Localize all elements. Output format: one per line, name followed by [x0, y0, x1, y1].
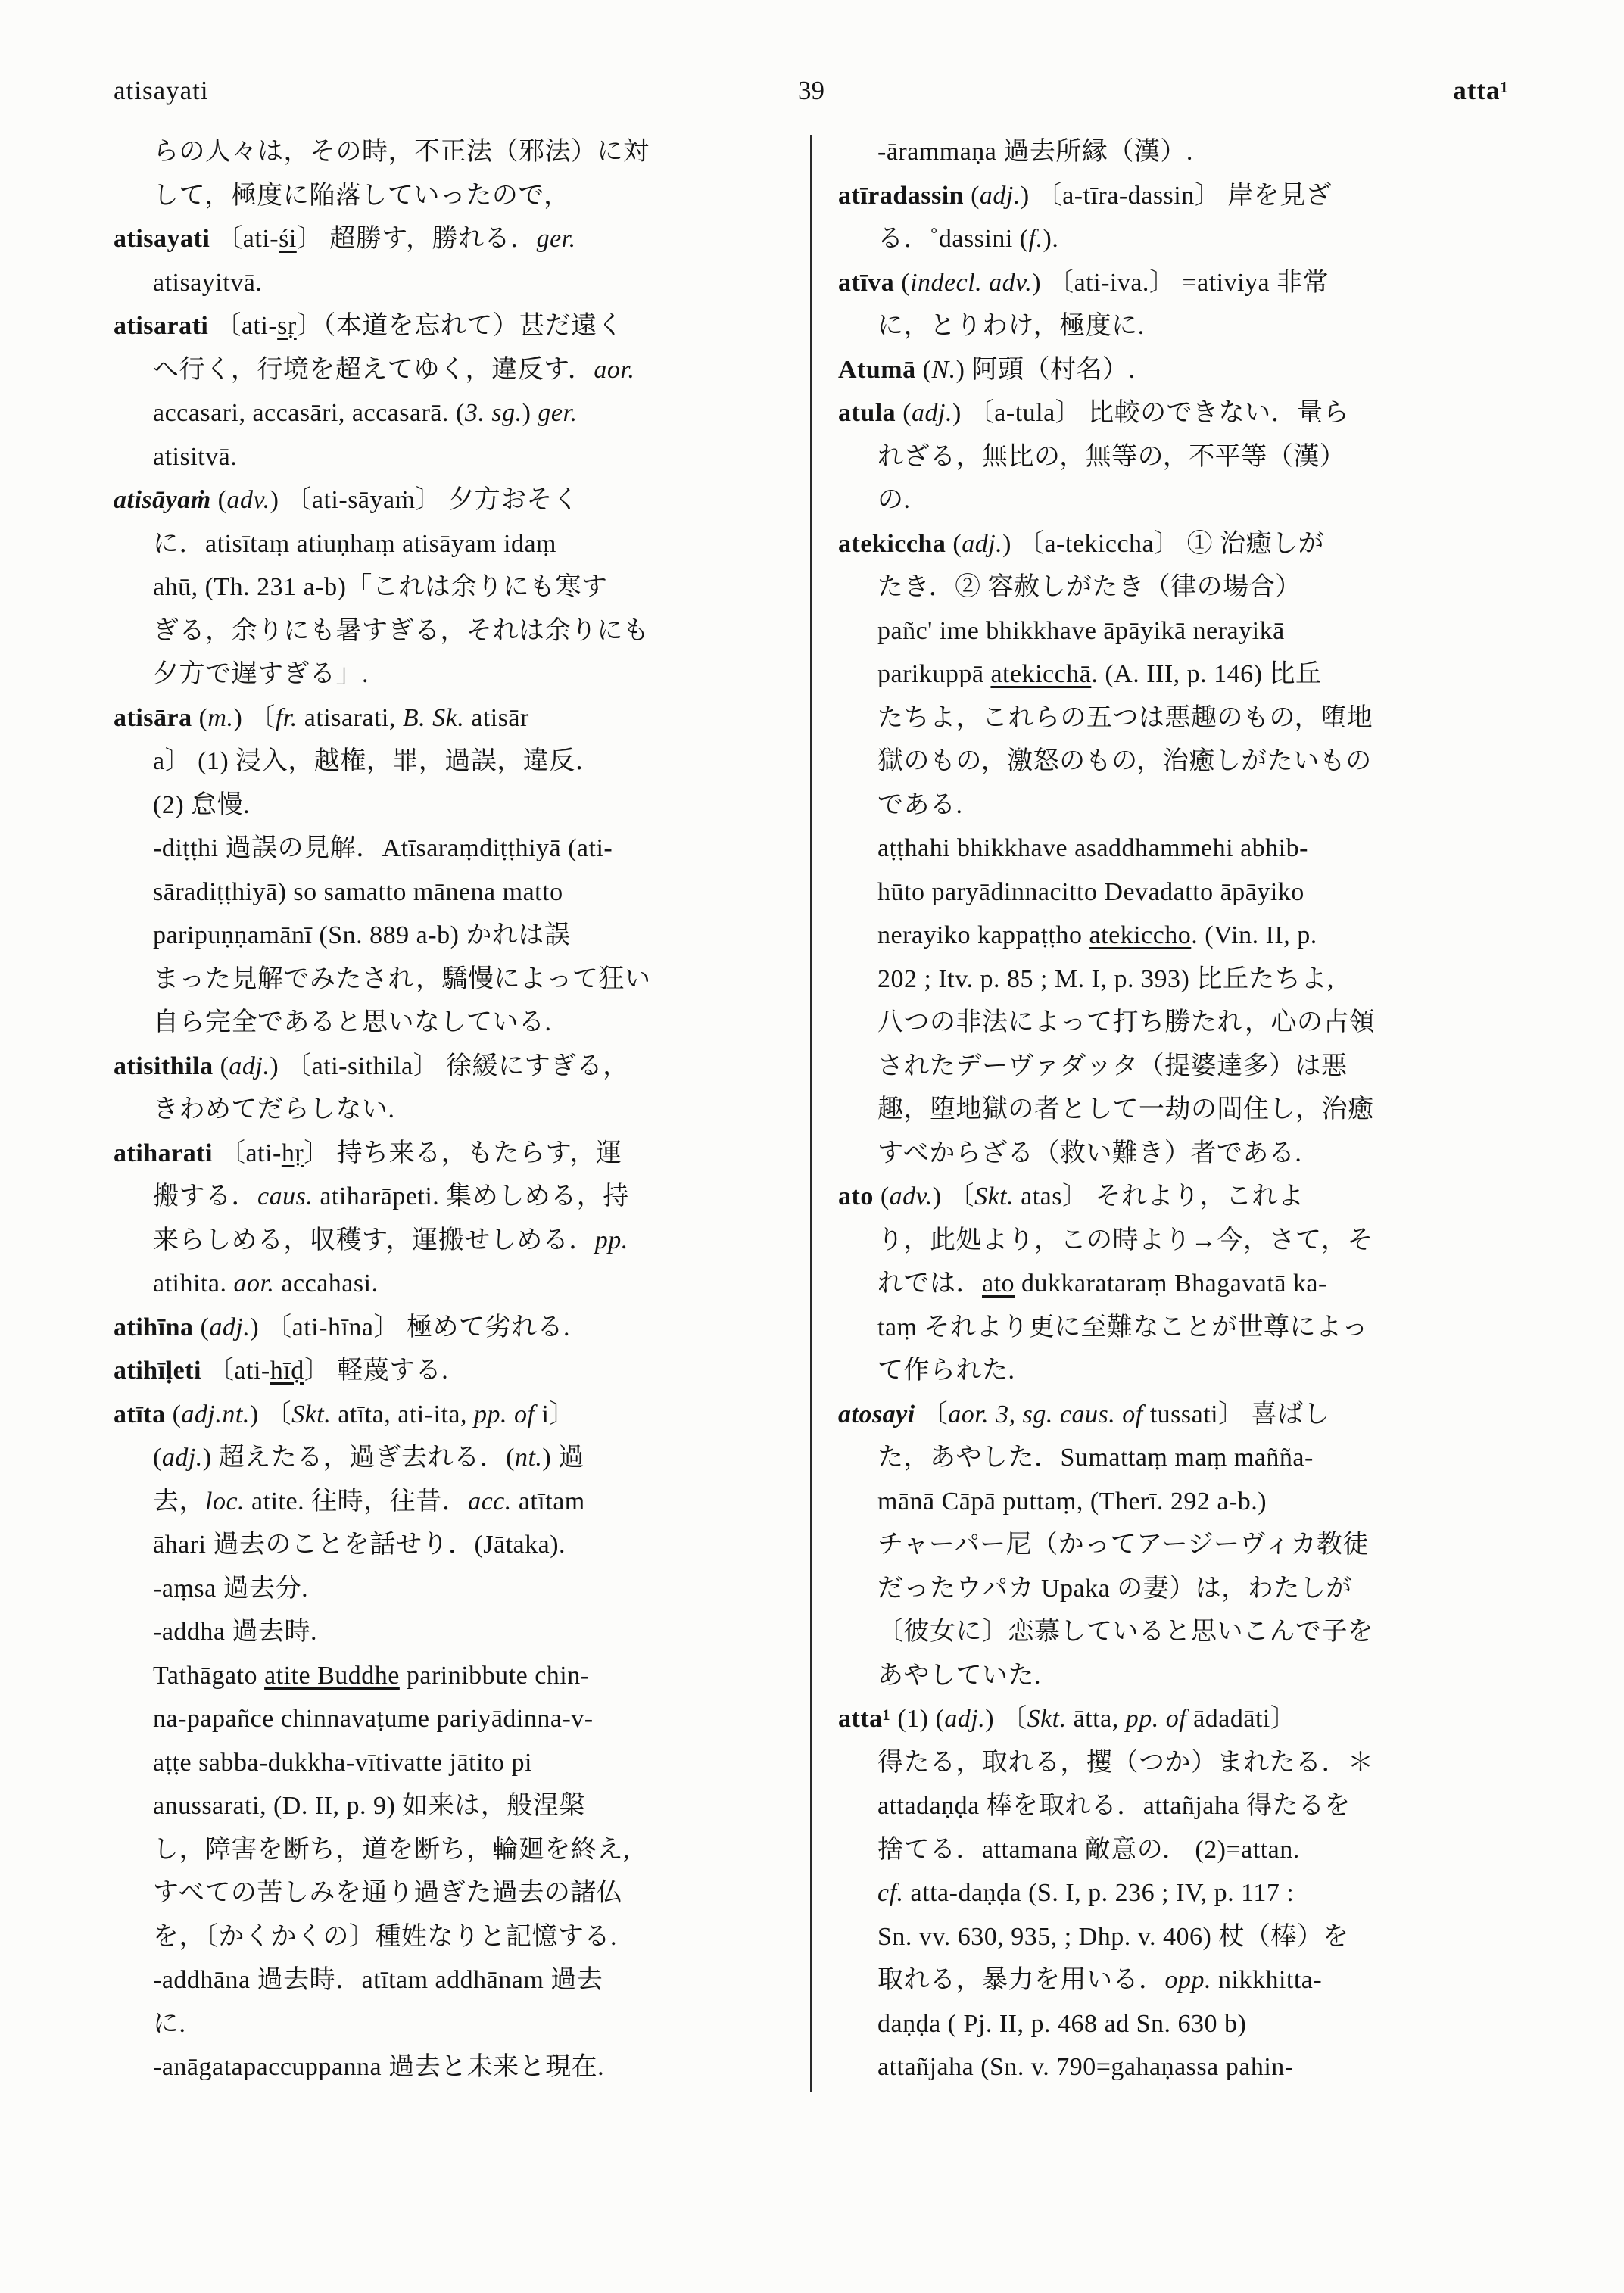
running-head-right: atta¹	[1453, 76, 1509, 105]
text-line: mānā Cāpā puttaṃ, (Therī. 292 a-b.)	[877, 1487, 1267, 1516]
text-line: atīradassin (adj.) 〔a-tīra-dassin〕 岸を見ざ	[838, 181, 1333, 210]
text-line: 捨てる．attamana 敵意の． (2)=attan.	[877, 1835, 1300, 1864]
text-line: atīta (adj.nt.) 〔Skt. atīta, ati-ita, pp. of i〕	[114, 1400, 575, 1428]
text-line: taṃ それより更に至難なことが世尊によっ	[877, 1313, 1368, 1341]
text-line: atta¹ (1) (adj.) 〔Skt. ātta, pp. of ādadāti〕	[838, 1705, 1297, 1733]
text-line: して，極度に陥落していったので，	[153, 181, 570, 210]
right-column	[838, 130, 1509, 2092]
text-line: ahū, (Th. 231 a-b)「これは余りにも寒す	[153, 573, 608, 601]
text-line: たき．② 容赦しがたき（律の場合）	[877, 573, 1301, 601]
text-line: -addhāna 過去時．atītam addhānam 過去	[153, 1966, 603, 1994]
text-line: れざる，無比の，無等の，不平等（漢）	[877, 442, 1346, 471]
text-line: に，とりわけ，極度に.	[877, 312, 1145, 340]
text-line: atisitvā.	[153, 442, 238, 471]
text-line: āhari 過去のことを話せり．(Jātaka).	[153, 1531, 566, 1559]
text-line: pañc' ime bhikkhave āpāyikā nerayikā	[877, 616, 1285, 645]
text-line: チャーパー尼（かってアージーヴィカ教徒	[877, 1531, 1370, 1559]
page-body	[114, 130, 1509, 2092]
text-line: daṇḍa ( Pj. II, p. 468 ad Sn. 630 b)	[877, 2009, 1247, 2038]
text-line: atekiccha (adj.) 〔a-tekiccha〕 ① 治癒しが	[838, 529, 1325, 558]
text-line: aṭṭe sabba-dukkha-vītivatte jātito pi	[153, 1748, 532, 1777]
text-line: である.	[877, 790, 963, 819]
text-line: 得たる，取れる，攫（つか）まれたる．＊	[877, 1748, 1374, 1777]
text-line: すべからざる（救い難き）者である.	[877, 1139, 1302, 1167]
text-line: accasari, accasāri, accasarā. (3. sg.) ger.	[153, 399, 578, 427]
text-line: atīva (indecl. adv.) 〔ati-iva.〕 =ativiya 非常	[838, 268, 1329, 297]
text-line: atisithila (adj.) 〔ati-sithila〕 徐緩にすぎる，	[114, 1051, 629, 1080]
text-line: り，此処より，この時より→今，さて，そ	[877, 1226, 1373, 1254]
text-line: へ行く，行境を超えてゆく，違反す．aor.	[153, 355, 635, 384]
text-line: 去，loc. atite. 往時，往昔．acc. atītam	[153, 1487, 585, 1516]
text-line: 搬する．caus. atiharāpeti. 集めしめる，持	[153, 1182, 629, 1210]
text-line: 趣，堕地獄の者として一劫の間住し，治癒	[877, 1095, 1374, 1123]
text-line: -aṃsa 過去分.	[153, 1574, 309, 1603]
text-line: だったウパカ Upaka の妻）は，わたしが	[877, 1574, 1352, 1603]
text-line: 来らしめる，収穫す，運搬せしめる．pp.	[153, 1226, 628, 1254]
text-line: hūto paryādinnacitto Devadatto āpāyiko	[877, 877, 1304, 906]
text-line: ぎる，余りにも暑すぎる，それは余りにも	[153, 616, 650, 645]
text-line: あやしていた.	[877, 1661, 1041, 1690]
text-line: atisarati 〔ati-sṛ〕（本道を忘れて）甚だ遠く	[114, 312, 624, 340]
text-line: attadaṇḍa 棒を取れる．attañjaha 得たるを	[877, 1792, 1351, 1820]
text-line: を，〔かくかくの〕種姓なりと記憶する.	[153, 1922, 617, 1951]
text-line: atosayi 〔aor. 3, sg. caus. of tussati〕 喜ばし	[838, 1400, 1330, 1428]
text-line: attañjaha (Sn. v. 790=gahaṇassa pahin-	[877, 2053, 1294, 2081]
text-line: たちよ，これらの五つは悪趣のもの，堕地	[877, 703, 1373, 732]
text-line: -ārammaṇa 過去所縁（漢）.	[877, 138, 1193, 166]
text-line: Atumā (N.) 阿頭（村名）.	[838, 355, 1136, 384]
text-line: 取れる，暴力を用いる．opp. nikkhitta-	[877, 1966, 1323, 1994]
text-line: atihīḷeti 〔ati-hīḍ〕 軽蔑する.	[114, 1357, 449, 1385]
text-line: (adj.) 超えたる，過ぎ去れる．(nt.) 過	[153, 1444, 584, 1472]
text-line: cf. atta-daṇḍa (S. I, p. 236 ; IV, p. 117 :	[877, 1879, 1295, 1907]
column-divider	[810, 135, 812, 2092]
text-line: らの人々は，その時，不正法（邪法）に対	[153, 138, 650, 166]
text-line: aṭṭhahi bhikkhave asaddhammehi abhib-	[877, 834, 1308, 862]
text-line: た，あやした．Sumattaṃ maṃ mañña-	[877, 1444, 1314, 1472]
text-line: Tathāgato atite Buddhe parinibbute chin-	[153, 1661, 590, 1690]
text-line: 獄のもの，激怒のもの，治癒しがたいもの	[877, 747, 1372, 775]
text-line: に．atisītaṃ atiuṇhaṃ atisāyam idaṃ	[153, 529, 556, 558]
text-line: atisāra (m.) 〔fr. atisarati, B. Sk. atisār	[114, 703, 529, 732]
text-line: されたデーヴァダッタ（提婆達多）は悪	[877, 1051, 1348, 1080]
text-line: a〕 (1) 浸入，越権，罪，過誤，違反．	[153, 747, 602, 775]
text-line: sāradiṭṭhiyā) so samatto mānena matto	[153, 877, 563, 906]
running-head-left: atisayati	[114, 76, 209, 105]
text-line: -addha 過去時.	[153, 1618, 318, 1646]
text-line: に.	[153, 2009, 186, 2038]
text-line: atisayitvā.	[153, 268, 263, 297]
text-line: て作られた.	[877, 1357, 1015, 1385]
text-line: atihīna (adj.) 〔ati-hīna〕 極めて劣れる.	[114, 1313, 570, 1341]
text-line: -anāgatapaccuppanna 過去と未来と現在.	[153, 2053, 605, 2081]
text-line: (2) 怠慢.	[153, 790, 251, 819]
text-line: 夕方で遅すぎる」.	[153, 660, 369, 688]
text-line: atula (adj.) 〔a-tula〕 比較のできない．量ら	[838, 399, 1350, 427]
text-line: atihita. aor. accahasi.	[153, 1270, 379, 1298]
text-line: 202 ; Itv. p. 85 ; M. I, p. 393) 比丘たちよ,	[877, 964, 1334, 993]
text-line: まった見解でみたされ，驕慢によって狂い	[153, 964, 651, 993]
text-line: na-papañce chinnavaṭume pariyādinna-v-	[153, 1705, 594, 1733]
text-line: atisāyaṁ (adv.) 〔ati-sāyaṁ〕 夕方おそく	[114, 486, 579, 514]
text-line: anussarati, (D. II, p. 9) 如来は，般涅槃	[153, 1792, 585, 1820]
text-line: atisayati 〔ati-śi〕 超勝す，勝れる．ger.	[114, 225, 576, 253]
page-number: 39	[798, 76, 824, 105]
text-line: parikuppā atekicchā. (A. III, p. 146) 比丘	[877, 660, 1322, 688]
text-line: paripuṇṇamānī (Sn. 889 a-b) かれは誤	[153, 921, 571, 949]
text-line: ato (adv.) 〔Skt. atas〕 それより，これよ	[838, 1182, 1304, 1210]
text-line: きわめてだらしない.	[153, 1095, 395, 1123]
text-line: し，障害を断ち，道を断ち，輪廻を終え,	[153, 1835, 630, 1864]
text-line: nerayiko kappaṭṭho atekiccho. (Vin. II, p.	[877, 921, 1317, 949]
page-header	[114, 76, 1509, 106]
left-column	[114, 130, 784, 2092]
text-line: 〔彼女に〕恋慕していると思いこんで子を	[877, 1618, 1374, 1646]
text-line: atiharati 〔ati-hṛ〕 持ち来る，もたらす，運	[114, 1139, 622, 1167]
text-line: -diṭṭhi 過誤の見解．Atīsaraṃdiṭṭhiyā (ati-	[153, 834, 613, 862]
text-line: 八つの非法によって打ち勝たれ，心の占領	[877, 1008, 1376, 1036]
text-line: の.	[877, 486, 911, 514]
text-line: る．˚dassini (f.).	[877, 225, 1059, 253]
text-line: れでは．ato dukkarataraṃ Bhagavatā ka-	[877, 1270, 1327, 1298]
text-line: すべての苦しみを通り過ぎた過去の諸仏	[153, 1879, 623, 1907]
text-line: 自ら完全であると思いなしている.	[153, 1008, 552, 1036]
text-line: Sn. vv. 630, 935, ; Dhp. v. 406) 杖（棒）を	[877, 1922, 1349, 1951]
